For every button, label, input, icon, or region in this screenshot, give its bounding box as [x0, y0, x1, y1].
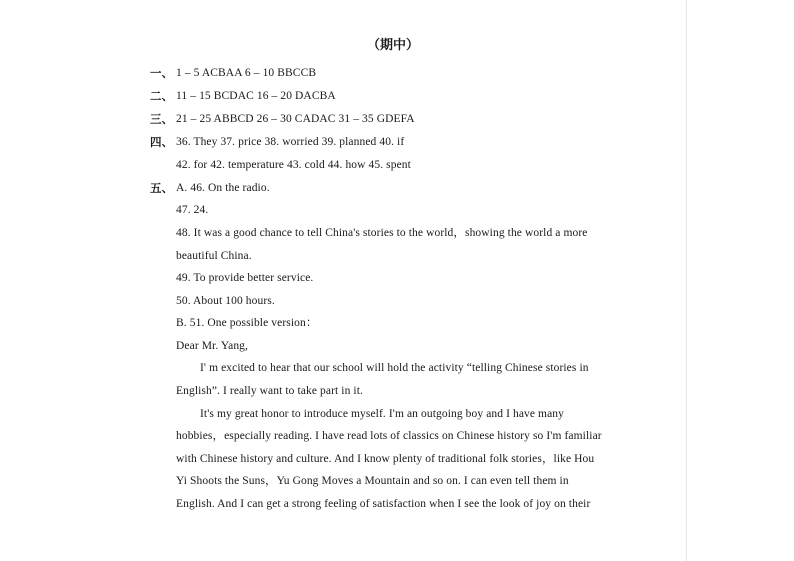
section-5-number: 五、 — [150, 181, 174, 195]
section-4-line-1: 36. They 37. price 38. worried 39. planned 40. if — [176, 136, 405, 148]
letter-paragraph-2-line-1: It's my great honor to introduce myself. I'm an outgoing boy and I have many — [200, 408, 565, 420]
section-3-answers: 21 – 25 ABBCD 26 – 30 CADAC 31 – 35 GDEFA — [176, 113, 415, 125]
section-1-number: 一、 — [150, 66, 174, 80]
section-3-number: 三、 — [150, 112, 174, 126]
answer-49: 49. To provide better service. — [176, 272, 314, 284]
section-4-line-2: 42. for 42. temperature 43. cold 44. how 45. spent — [176, 159, 411, 171]
answer-47: 47. 24. — [176, 204, 209, 216]
section-4-number: 四、 — [150, 135, 174, 149]
answer-46: A. 46. On the radio. — [176, 182, 270, 194]
answer-48-line-2: beautiful China. — [176, 250, 252, 262]
letter-paragraph-2-line-4: Yi Shoots the Suns，Yu Gong Moves a Mountain and so on. I can even tell them in — [176, 475, 569, 487]
letter-paragraph-1-line-2: English”. I really want to take part in it. — [176, 385, 363, 397]
letter-salutation: Dear Mr. Yang, — [176, 340, 248, 352]
answer-51-intro: B. 51. One possible version： — [176, 317, 318, 329]
section-1-answers: 1 – 5 ACBAA 6 – 10 BBCCB — [176, 67, 317, 79]
letter-paragraph-1-line-1: I' m excited to hear that our school will hold the activity “telling Chinese stories in — [200, 362, 589, 374]
answer-48-line-1: 48. It was a good chance to tell China's stories to the world，showing the world a more — [176, 227, 588, 239]
section-2-number: 二、 — [150, 89, 174, 103]
answer-50: 50. About 100 hours. — [176, 295, 275, 307]
section-2-answers: 11 – 15 BCDAC 16 – 20 DACBA — [176, 90, 336, 102]
page-title: （期中） — [367, 38, 420, 53]
page-edge-divider — [686, 0, 687, 561]
letter-paragraph-2-line-3: with Chinese history and culture. And I know plenty of traditional folk stories，like Hou — [176, 453, 595, 465]
letter-paragraph-2-line-5: English. And I can get a strong feeling of satisfaction when I see the look of joy on their — [176, 498, 591, 510]
letter-paragraph-2-line-2: hobbies，especially reading. I have read lots of classics on Chinese history so I'm familiar — [176, 430, 602, 442]
